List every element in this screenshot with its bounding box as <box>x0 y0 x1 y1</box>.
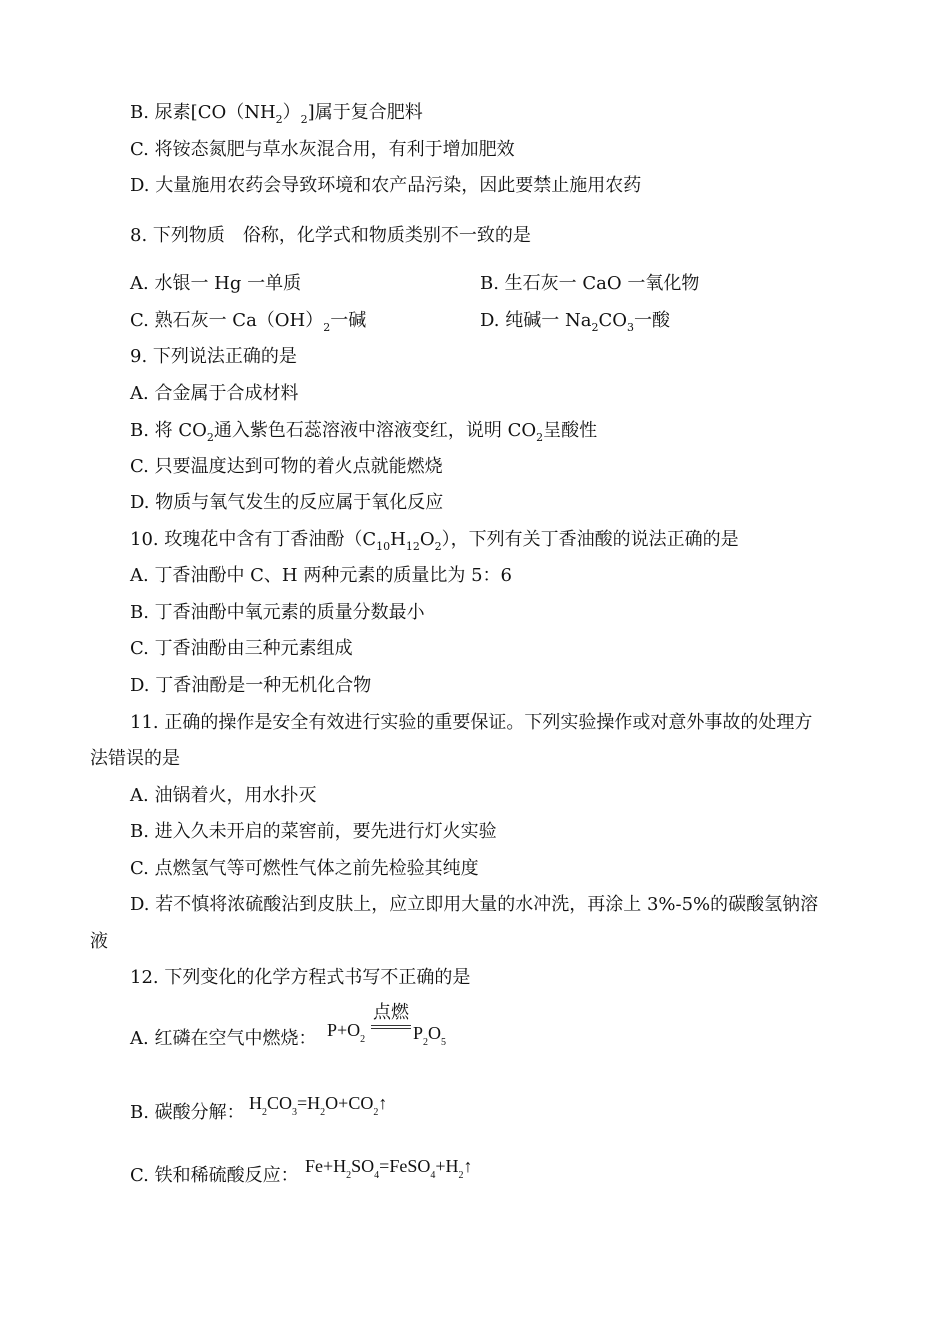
q12-option-a-lhs: $P+O_2$ <box>327 1020 366 1045</box>
q10-stem: 10. 玫瑰花中含有丁香油酚$(C_{10}H_{12}O_2)$，下列有关丁香油酸的说法正确的是 <box>130 529 739 553</box>
q11-option-d-line2: 液 <box>90 931 108 952</box>
q8-option-a: A. 水银一 Hg 一单质 <box>130 273 302 294</box>
q8-option-c: C. 熟石灰一 $Ca(OH)_2$一碱 <box>130 310 367 334</box>
q12-option-a-label: A. 红磷在空气中燃烧： <box>130 1028 317 1049</box>
q12-option-c-label: C. 铁和稀硫酸反应： <box>130 1165 299 1186</box>
q8-stem: 8. 下列物质 俗称，化学式和物质类别不一致的是 <box>130 225 531 246</box>
q12-option-a-rhs: $P_2O_5$ <box>413 1023 447 1048</box>
q10-option-a: A. 丁香油酚中 C、H 两种元素的质量比为 5：6 <box>130 565 512 586</box>
q9-option-b: B. 将 $CO_2$通入紫色石蕊溶液中溶液变红，说明 $CO_2$呈酸性 <box>130 420 598 444</box>
q9-option-c: C. 只要温度达到可物的着火点就能燃烧 <box>130 456 443 477</box>
q11-option-b: B. 进入久未开启的菜窖前，要先进行灯火实验 <box>130 821 497 842</box>
q11-option-d-line1: D. 若不慎将浓硫酸沾到皮肤上，应立即用大量的水冲洗，再涂上 3%-5%的碳酸氢钠溶 <box>130 894 819 915</box>
q8-option-d: D. 纯碱一 $Na_2CO_3$一酸 <box>480 310 670 334</box>
q11-stem-line2: 法错误的是 <box>90 748 180 769</box>
q7-option-b: B. 尿素$[CO(NH_2)_2]$属于复合肥料 <box>130 102 423 126</box>
q12-stem: 12. 下列变化的化学方程式书写不正确的是 <box>130 967 471 988</box>
q10-option-b: B. 丁香油酚中氧元素的质量分数最小 <box>130 602 425 623</box>
q12-option-c-equation: $Fe+H_2SO_4=FeSO_4+H_2↑$ <box>305 1156 473 1181</box>
q11-stem-line1: 11. 正确的操作是安全有效进行实验的重要保证。下列实验操作或对意外事故的处理方 <box>130 712 813 733</box>
q10-option-c: C. 丁香油酚由三种元素组成 <box>130 638 353 659</box>
q11-option-a: A. 油锅着火，用水扑灭 <box>130 785 317 806</box>
q10-option-d: D. 丁香油酚是一种无机化合物 <box>130 675 372 696</box>
q11-option-c: C. 点燃氢气等可燃性气体之前先检验其纯度 <box>130 858 479 879</box>
q12-option-b-equation: $H_2CO_3=H_2O+CO_2↑$ <box>249 1093 388 1118</box>
q7-option-d: D. 大量施用农药会导致环境和农产品污染，因此要禁止施用农药 <box>130 175 642 196</box>
q9-option-a: A. 合金属于合成材料 <box>130 383 299 404</box>
q9-stem: 9. 下列说法正确的是 <box>130 346 297 367</box>
equals-bar <box>371 1025 411 1029</box>
q12-option-b-label: B. 碳酸分解： <box>130 1102 245 1123</box>
q12-option-a-condition: 点燃 <box>371 1003 411 1029</box>
q9-option-d: D. 物质与氧气发生的反应属于氧化反应 <box>130 492 444 513</box>
q8-option-b: B. 生石灰一 CaO 一氧化物 <box>480 273 700 294</box>
q7-option-c: C. 将铵态氮肥与草水灰混合用，有利于增加肥效 <box>130 139 515 160</box>
